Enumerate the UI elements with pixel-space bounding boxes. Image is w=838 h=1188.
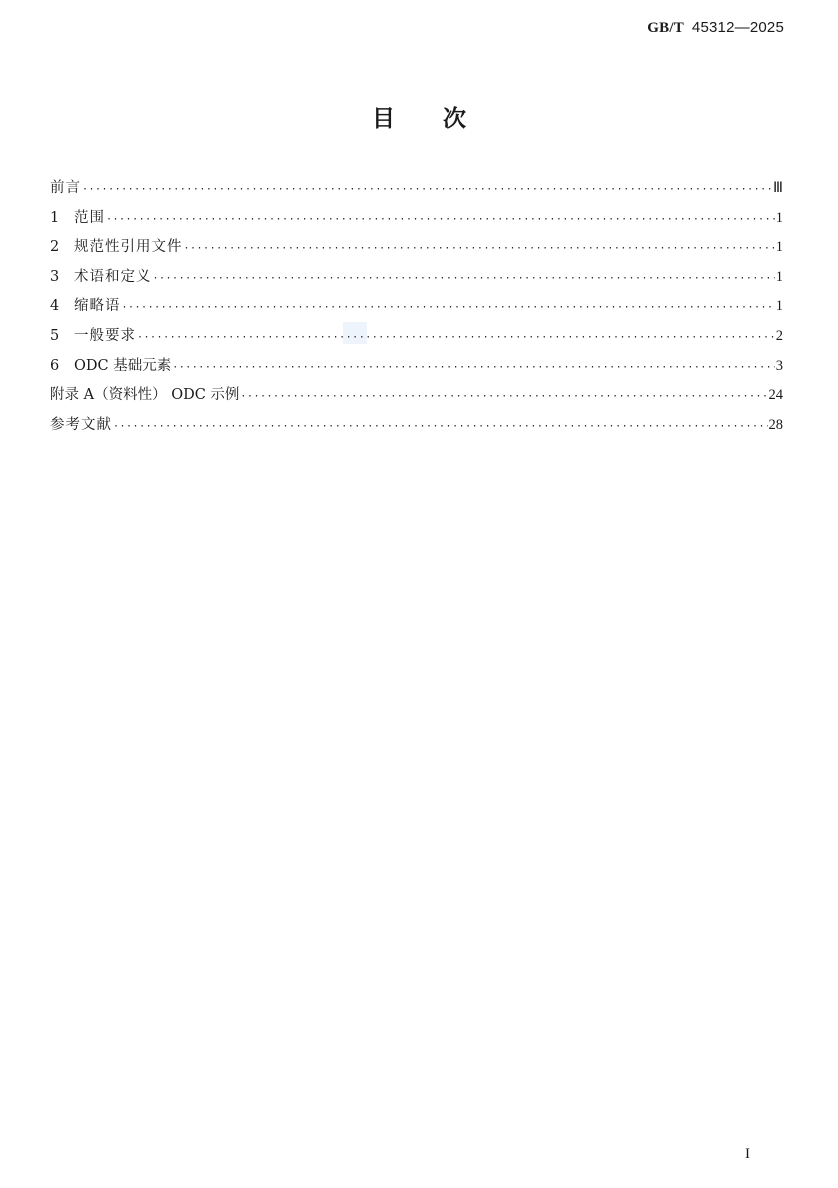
toc-title [0,100,838,133]
toc-entry-title: 范围 [74,209,105,226]
toc-leader-dots [137,328,775,348]
toc-entry-preface[interactable] [50,178,783,208]
toc-entry-title: 附录 A（资料性） ODC 示例 [50,387,240,404]
toc-entry-title: 规范性引用文件 [74,239,183,256]
toc-entry-normative-references[interactable] [50,237,783,267]
toc-entry-page: 1 [775,209,783,226]
toc-entry-page: 3 [775,357,783,374]
toc-entry-page: 2 [775,327,783,344]
toc-entry-page: 28 [768,416,783,433]
toc-entry-abbreviations[interactable] [50,296,783,326]
toc-entry-number: 4 [50,298,60,315]
toc-entry-title: 前言 [50,180,81,196]
toc-entry-number: 1 [50,209,60,226]
toc-entry-number: 2 [50,239,60,256]
toc-title-char-2: 次 [443,106,466,132]
standard-header [647,18,784,37]
toc-entry-general-requirements[interactable] [50,326,783,356]
toc-entry-title: 一般要求 [74,327,136,344]
standard-prefix: GB/T [647,20,684,36]
footer-page-number: I [745,1146,750,1162]
toc-entry-number: 6 [50,357,60,374]
toc-entry-title: 术语和定义 [74,268,152,285]
toc-leader-dots [184,239,775,259]
toc-entry-page: 24 [768,387,783,404]
toc-entry-odc-basic-elements[interactable] [50,356,783,386]
toc-entry-page: 1 [775,268,783,285]
toc-title-char-1: 目 [372,106,395,132]
toc-entry-title: ODC 基础元素 [74,357,172,374]
toc-list [50,178,783,444]
toc-leader-dots [113,417,768,437]
toc-leader-dots [122,298,775,318]
toc-leader-dots [106,210,775,230]
toc-entry-title: 缩略语 [74,298,121,315]
toc-entry-appendix-a[interactable] [50,385,783,415]
toc-entry-title: 参考文献 [50,416,112,433]
toc-leader-dots [82,180,772,200]
toc-entry-number: 5 [50,327,60,344]
toc-leader-dots [172,358,775,378]
toc-entry-terms-definitions[interactable] [50,267,783,297]
toc-entry-number: 3 [50,268,60,285]
toc-entry-page: Ⅲ [773,180,783,196]
toc-entry-bibliography[interactable] [50,415,783,445]
toc-entry-page: 1 [775,239,783,256]
standard-number: 45312—2025 [691,19,784,36]
toc-entry-page: 1 [775,298,783,315]
toc-leader-dots [153,269,775,289]
toc-leader-dots [240,387,767,407]
toc-entry-scope[interactable] [50,208,783,238]
